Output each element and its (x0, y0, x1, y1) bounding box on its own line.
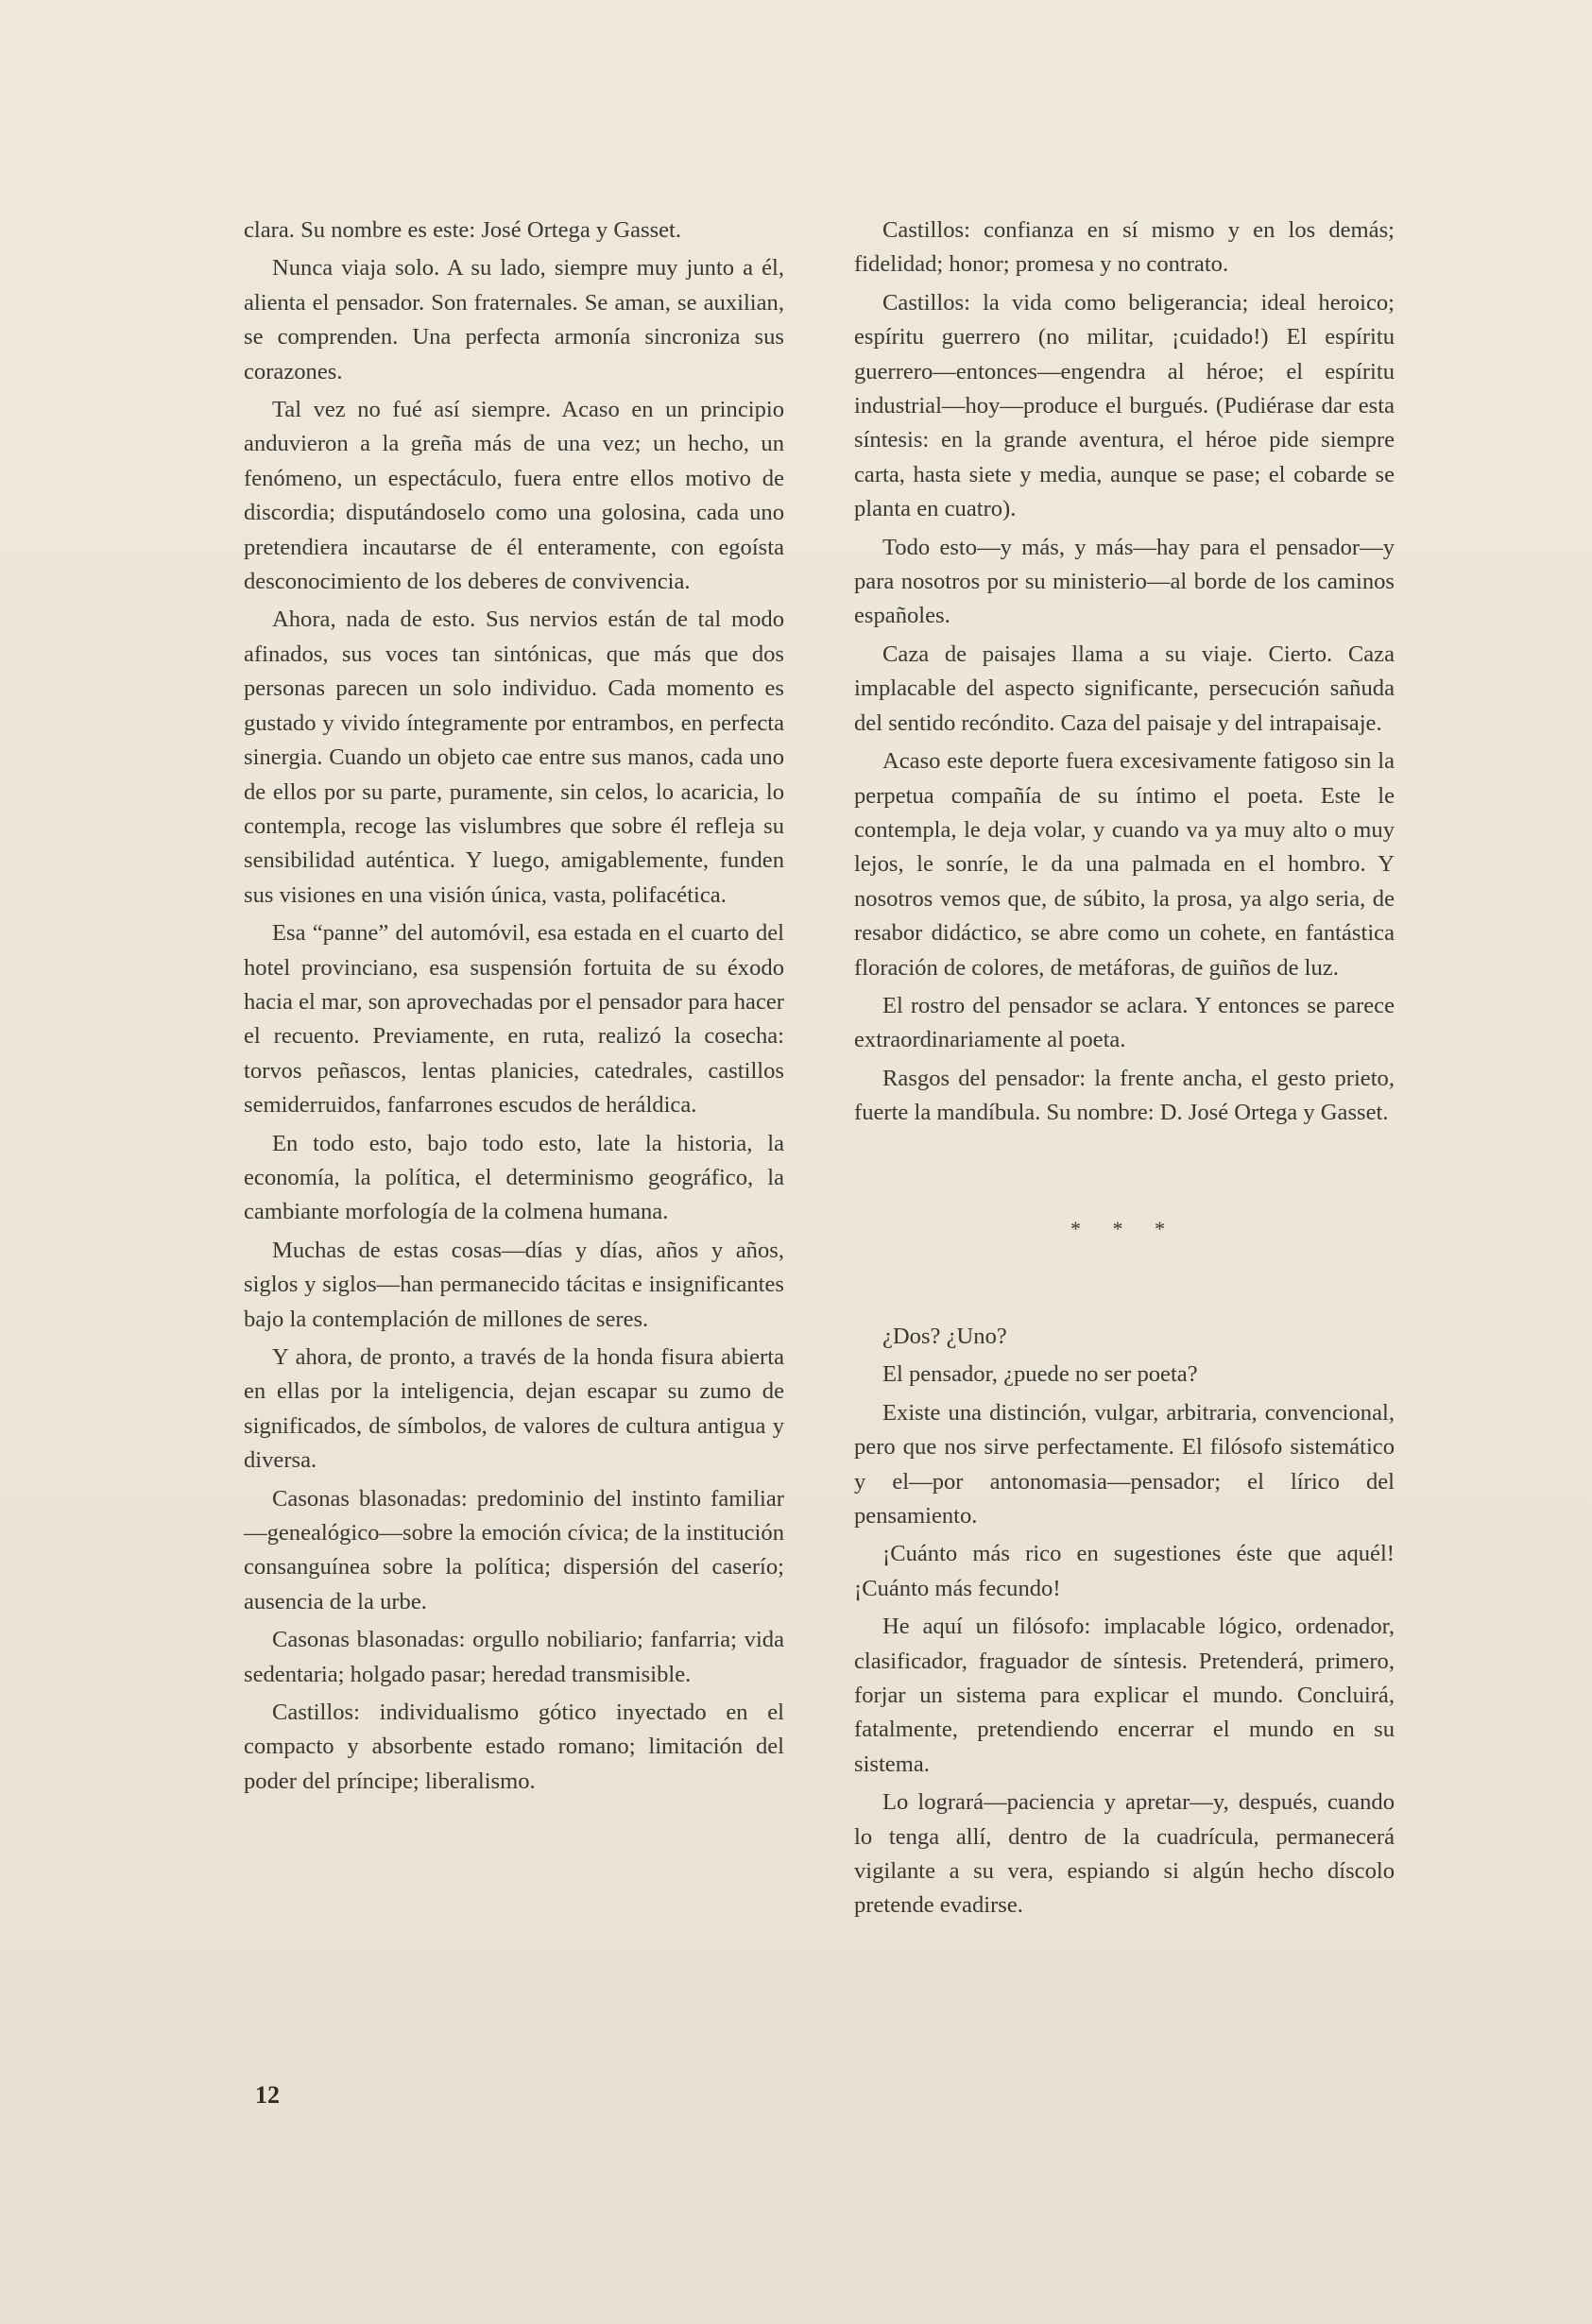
paragraph: Caza de paisajes llama a su viaje. Cierto. Caza implacable del aspecto significante, persecución sañuda del sentido recóndito. Caza del paisaje y del intrapaisaje. (854, 641, 1395, 736)
paragraph: En todo esto, bajo todo esto, late la historia, la economía, la política, el determinismo geográfico, la cambiante morfología de la colmena humana. (244, 1130, 784, 1225)
paragraph: Castillos: la vida como beligerancia; ideal heroico; espíritu guerrero (no militar, ¡cuidado!) El espíritu guerrero—entonces—engendra al héroe; el espíritu industrial—hoy—produce el burgués. (Pudiérase dar esta síntesis: en la grande aventura, el héroe pide siempre carta, hasta siete y media, aunque se pase; el cobarde se planta en cuatro). (854, 289, 1395, 522)
paragraph: Lo logrará—paciencia y apretar—y, después, cuando lo tenga allí, dentro de la cuadrícula, permanecerá vigilante a su vera, espiando si algún hecho díscolo pretende evadirse. (854, 1789, 1395, 1919)
paragraph: Castillos: individualismo gótico inyectado en el compacto y absorbente estado romano; limitación del poder del príncipe; liberalismo. (244, 1700, 784, 1794)
paragraph: ¡Cuánto más rico en sugestiones éste que aquél! ¡Cuánto más fecundo! (854, 1541, 1395, 1601)
page-number: 12 (255, 2081, 280, 2109)
paragraph: ¿Dos? ¿Uno? (882, 1323, 1007, 1349)
paragraph: El pensador, ¿puede no ser poeta? (882, 1361, 1198, 1388)
paragraph: clara. Su nombre es este: José Ortega y Gasset. (244, 217, 682, 243)
paragraph: Esa “panne” del automóvil, esa estada en el cuarto del hotel provinciano, esa suspensión fortuita de su éxodo hacia el mar, son aprovechadas por el pensador para hacer el recuento. Previamente, en ruta, realizó la cosecha: torvos peñascos, lentas planicies, catedrales, castillos semiderruidos, fanfarrones escudos de heráldica. (244, 920, 784, 1119)
paragraph: Casonas blasonadas: predominio del instinto familiar—genealógico—sobre la emoción cívica; de la institución consanguínea sobre la política; dispersión del caserío; ausencia de la urbe. (244, 1485, 784, 1615)
paragraph: Nunca viaja solo. A su lado, siempre muy junto a él, alienta el pensador. Son fraternales. Se aman, se auxilian, se comprenden. Una perfecta armonía sincroniza sus corazones. (244, 255, 784, 384)
paragraph: Rasgos del pensador: la frente ancha, el gesto prieto, fuerte la mandíbula. Su nombre: D. José Ortega y Gasset. (854, 1065, 1395, 1126)
paragraph: Todo esto—y más, y más—hay para el pensador—y para nosotros por su ministerio—al borde de los caminos españoles. (854, 534, 1395, 629)
paragraph: Y ahora, de pronto, a través de la honda fisura abierta en ellas por la inteligencia, dejan escapar su zumo de significados, de símbolos, de valores de cultura antigua y diversa. (244, 1344, 784, 1474)
paragraph: He aquí un filósofo: implacable lógico, ordenador, clasificador, fraguador de síntesis. Pretenderá, primero, forjar un sistema para explicar el mundo. Concluirá, fatalmente, pretendiendo encerrar el mundo en su sistema. (854, 1614, 1395, 1777)
section-separator: * * * (1070, 1216, 1178, 1240)
paragraph: Muchas de estas cosas—días y días, años y años, siglos y siglos—han permanecido tácitas e insignificantes bajo la contemplación de millones de seres. (244, 1237, 784, 1332)
paragraph: Existe una distinción, vulgar, arbitraria, convencional, pero que nos sirve perfectamente. El filósofo sistemático y el—por antonomasia—pensador; el lírico del pensamiento. (854, 1399, 1395, 1529)
paragraph: Castillos: confianza en sí mismo y en los demás; fidelidad; honor; promesa y no contrato. (854, 217, 1395, 278)
paragraph: El rostro del pensador se aclara. Y entonces se parece extraordinariamente al poeta. (854, 992, 1395, 1053)
paragraph: Acaso este deporte fuera excesivamente fatigoso sin la perpetua compañía de su íntimo el poeta. Este le contempla, le deja volar, y cuando va ya muy alto o muy lejos, le sonríe, le da una palmada en el hombro. Y nosotros vemos que, de súbito, la prosa, ya algo seria, de resabor didáctico, se abre como un cohete, en fantástica floración de colores, de metáforas, de guiños de luz. (854, 748, 1395, 981)
paragraph: Tal vez no fué así siempre. Acaso en un principio anduvieron a la greña más de una vez; un hecho, un fenómeno, un espectáculo, fuera entre ellos motivo de discordia; disputándoselo como una golosina, cada uno pretendiera incautarse de él enteramente, con egoísta desconocimiento de los deberes de convivencia. (244, 397, 784, 595)
left-column (244, 214, 784, 1803)
right-column (854, 214, 1395, 1927)
paragraph: Casonas blasonadas: orgullo nobiliario; fanfarria; vida sedentaria; holgado pasar; heredad transmisible. (244, 1627, 784, 1687)
paragraph: Ahora, nada de esto. Sus nervios están de tal modo afinados, sus voces tan sintónicas, que más que dos personas parecen un solo individuo. Cada momento es gustado y vivido íntegramente por entrambos, en perfecta sinergia. Cuando un objeto cae entre sus manos, cada uno de ellos por su parte, puramente, sin celos, lo acaricia, lo contempla, recoge las vislumbres que sobre él refleja su sensibilidad auténtica. Y luego, amigablemente, funden sus visiones en una visión única, vasta, polifacética. (244, 607, 784, 908)
